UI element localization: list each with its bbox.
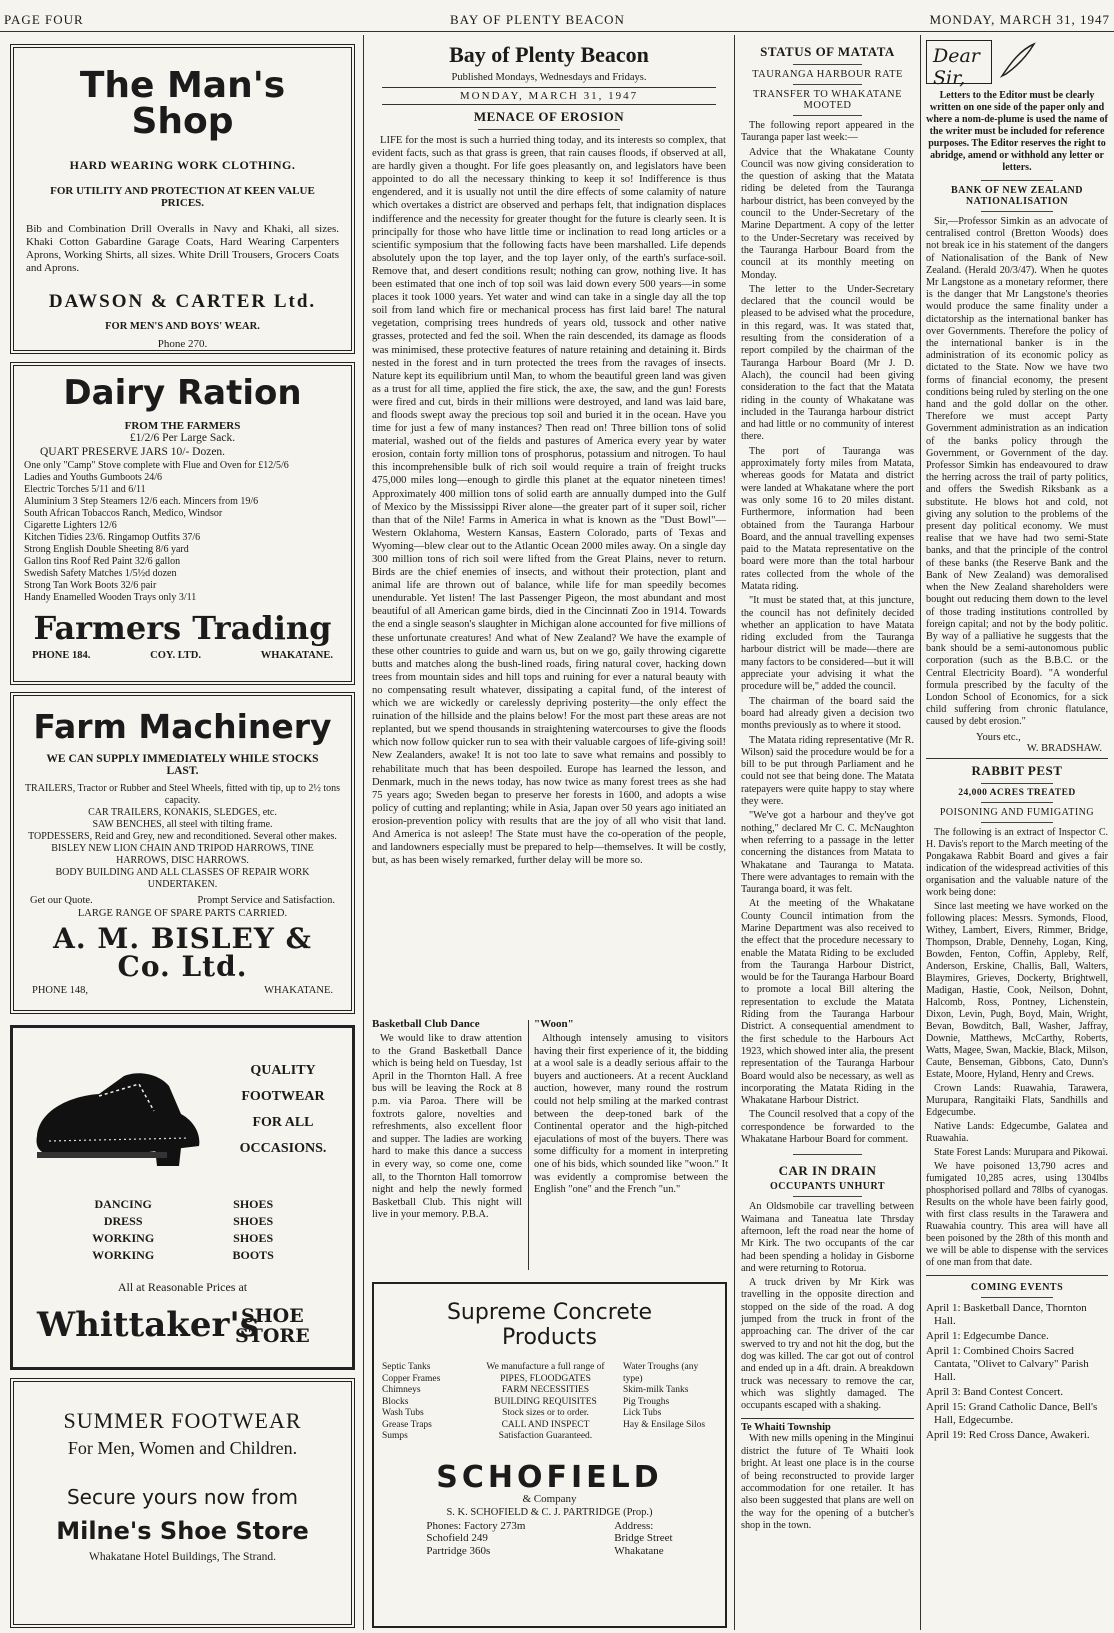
column-rule [920, 35, 921, 1630]
ad-line: Kitchen Tidies 23/6. Ringamop Outfits 37/6 [24, 532, 201, 543]
product-item: We manufacture a full range of [486, 1362, 605, 1372]
event-item: April 1: Combined Choirs Sacred Cantata, "Olivet to Calvary" Parish Hall. [926, 1344, 1089, 1383]
paragraph: "It must be stated that, at this juncture, the council has not definitely decided whether an application to have Matata riding excluded from the Tauranga harbour district will be made—there are many factors to be considered—but it will appreciate your advising it what the procedure will be," added the council. [741, 595, 914, 693]
event-item: April 15: Grand Catholic Dance, Bell's Hall, Edgecumbe. [926, 1400, 1098, 1426]
ad-line: QUALITY [250, 1063, 316, 1078]
ad-line: WORKING [92, 1248, 155, 1262]
news-column: STATUS OF MATATA TAURANGA HARBOUR RATE TRANSFER TO WHAKATANE MOOTED The following report appeared in the Tauranga paper last week:— Advice that the Whakatane County Council was now giving consideration to the question of asking that the Matata riding be deleted from the Tauranga harbour district, has been conveyed by the council to the Under-Secretary of the Marine Department. A copy of the letter to the Under-Secretary was received by the Tauranga Harbour Board from the council at its monthly meeting on Monday. The letter to the Under-Secretary declared that the council would be pleased to be advised what the procedure, in this regard, was. It was stated that, resulting from the consideration of a report compiled by the chairman of the Tauranga Harbour Board (Mr J. D. Alach), the council had been giving consideration to the fact that the Matata riding in the county of Whakatane was included in the Tauranga harbour district and had little or no community of interest there. The port of Tauranga was approximately forty miles from Matata, whereas goods for Matata and district were landed at Whakatane where the port was only some 16 to 20 miles distant. Furthermore, information had been obtained from the Tauranga Harbour Board, and the annual travelling expenses paid to the Matata representative on the board were more than the total harbour rates collected from the whole of the Matata riding. "It must be stated that, at this juncture, the council has not definitely decided whether an application to have Matata riding excluded from the Tauranga harbour district will be made—there are many factors to be considered—but it will appreciate your advising it what the procedure will be," added the council. The chairman of the board said the board had already given a decision two months previously as to where it stood. The Matata riding representative (Mr R. Wilson) said the procedure would be for a bill to be put through Parliament and he could not see that being done. The Matata ratepayers were quite happy to stay where they were. "We've got a harbour and they've got nothing," declared Mr C. C. McNaughton when referring to a passage in the letter concerning the distances from Matata to Whakatane and Tauranga to Matata. There were advantages to remain with the Tauranga board, it was felt. At the meeting of the Whakatane County Council intimation from the Marine Department was also received to the effect that the procedure necessary to enable the Matata Riding to be excluded from the Tauranga Harbour District, would be for the Tauranga Harbour Board to promote a local Bill altering the representation to exclude the Matata Riding from the Tauranga Harbour District. A consequential amendment to the first schedule to the Harbours Act 1923, which showed inter alia, the present representation of the Tauranga Harbour Board would also be necessary, as well as incorporating the Matata Riding in the Whakatane Harbour District. The Council resolved that a copy of the correspondence be forwarded to the Whakatane Harbour Board for comment. CAR IN DRAIN OCCUPANTS UNHURT An Oldsmobile car travelling between Waimana and Taneatua late Thrsday afternoon, left the road near the home of Mr Kirk. The two occupants of the car had been spending a holiday in Gisborne and were returning to Rotorua. A truck driven by Mr Kirk was travelling in the opposite direction and stopped on the side of the road. A dog jumped from the truck in front of the approaching car. The driver of the car swerved to try and not hit the dog, but the dog was killed. The car got out of control and ended up in a 4ft. drain. A breakdown truck was necessary to remove the car, which was slightly damaged. The occupants escaped with a shaking. Te Whaiti Township With new mills opening in the Minginui district the future of Te Whaiti look bright. At least one place is in the course of being reconstructed to provide larger accommodation for one retailer. It has also been suggested that plans are well on the way for the opening of a butcher's shop in the town. [741, 44, 914, 1532]
schofield-ad: Supreme Concrete Products Septic Tanks Copper Frames Chimneys Blocks Wash Tubs Grease Traps Sumps We manufacture a full range of PIPES, FLOODGATES FARM NECESSITIES BUILDING REQUISITES Stock sizes or to order. CALL AND INSPECT Satisfaction Guaranteed. Water Troughs (any type) Skim-milk Tanks Pig Troughs Lick Tubs Hay & Ensilage Silos SCHOFIELD & Company S. K. SCHOFIELD & C. J. PARTRIDGE (Prop.) Phones: Factory 273m Schofield 249 Partridge 360s Address: Bridge Street Whakatane [372, 1282, 727, 1628]
ad-line: OCCASIONS. [239, 1141, 327, 1156]
ad-line: Electric Torches 5/11 and 6/11 [24, 484, 146, 495]
product-list [486, 1362, 606, 1443]
ad-line: Gallon tins Roof Red Paint 32/6 gallon [24, 556, 181, 567]
product-item: Grease Traps [382, 1419, 432, 1430]
product-item: Wash Tubs [382, 1408, 424, 1418]
product-item: Hay & Ensilage Silos [623, 1419, 706, 1430]
page-number: PAGE FOUR [4, 12, 84, 27]
farm-items [24, 783, 341, 891]
paragraph: Native Lands: Edgecumbe, Galatea and Ruawahia. [926, 1120, 1108, 1144]
dairy-items [24, 460, 341, 604]
ad-line: Swedish Safety Matches 1/5½d dozen [24, 568, 177, 579]
car-article [741, 1201, 914, 1412]
page-header [0, 0, 1114, 32]
tewhaiti-article: With new mills opening in the Minginui district the future of Te Whaiti look bright. At least one place is in the course of being reconstructed to provide larger accommodation for one retailer. It has also been suggested that plans are well on the way for the opening of a butcher's shop in the town. [741, 1433, 914, 1532]
paragraph: The Matata riding representative (Mr R. Wilson) said the procedure would be for a bill to be put through Parliament and he could not see that being done. The Matata ratepayers were quite happy to stay where they were. [741, 734, 914, 808]
ad-line: TRAILERS, Tractor or Rubber and Steel Wheels, fitted with tip, up to 2½ tons capacity. [24, 783, 341, 806]
farm-machinery-ad: Farm Machinery WE CAN SUPPLY IMMEDIATELY WHILE STOCKS LAST. TRAILERS, Tractor or Rubber and Steel Wheels, fitted with tip, up to 2½ tons capacity. CAR TRAILERS, KONAKIS, SLEDGES, etc. SAW BENCHES, all steel with tilting frame. TOPDESSERS, Reid and Grey, new and reconditioned. Several other makes. BISLEY NEW LION CHAIN AND TRIPOD HARROWS, TINE HARROWS, DISC HARROWS. BODY BUILDING AND ALL CLASSES OF REPAIR WORK UNDERTAKEN. Get our Quote. Prompt Service and Satisfaction. LARGE RANGE OF SPARE PARTS CARRIED. A. M. BISLEY & Co. Ltd. PHONE 148, WHAKATANE. [10, 692, 355, 1014]
paragraph: An Oldsmobile car travelling between Waimana and Taneatua late Thrsday afternoon, left the road near the home of Mr Kirk. The two occupants of the car had been spending a holiday in Gisborne and were returning to Rotorua. [741, 1201, 914, 1274]
column-rule [734, 35, 735, 1630]
ad-line: BISLEY NEW LION CHAIN AND TRIPOD HARROWS, TINE HARROWS, DISC HARROWS. [51, 843, 314, 866]
product-item: Septic Tanks [382, 1362, 431, 1372]
ad-firm: Whittaker's [37, 1305, 259, 1345]
address-line: Address: [614, 1519, 654, 1532]
letter-body: Sir,—Professor Simkin as an advocate of centralised control (Bretton Woods) does not break ice in his statement of the dangers of Nationalisation of the Bank of New Zealand. (Herald 20/3/47). When he quotes Mr Langstone as a monetary reformer, there is the danger that Mr Langstone's theories would produce the same finality under a dictatorship as the international banker has over Governments. Therefore the policy of the international banker is in the administration of its economic policy as dictated to the State. Now we have two forms of financial economy, the present conditions being ruled by sterling on the one hand and the gold dollar on the other. Therefore we must accept Party Government administration as an indication of the banks policy through the Government, or Government of the day. Professor Simkin has endeavoured to draw the herring across the trail of party politics, and offers the Swedish Riksbank as a substitute. He blows hot and cold, not giving any solution to the problems of the present day political economy. We must realise that we have had two semi-State banks, and that the principle of the control of these banks (the Reserve Bank and the Bank of New Zealand) was demoralised when the New Zealand shareholders were bought out reducing them down to the level of those trading institutions controlled by foreign capital; and not by the body politic. By way of a palliative he suggests that the bank should be a semi-autonomous public corporation (such as the B.B.C. or the Central Electricity Board). "A wonderful formula prescribed by the faculty of the London School of Economics, for a sick child suffering from chronic flatulance, caused by debt erosion." [926, 216, 1108, 728]
product-item: BUILDING REQUISITES [494, 1396, 597, 1407]
ad-line: BODY BUILDING AND ALL CLASSES OF REPAIR WORK UNDERTAKEN. [55, 867, 310, 890]
product-item: FARM NECESSITIES [501, 1385, 590, 1395]
product-item: Water Troughs (any type) [623, 1362, 699, 1384]
paragraph: The chairman of the board said the board had already given a decision two months previously as to where it stood. [741, 695, 914, 732]
ad-firm: SCHOFIELD [436, 1459, 663, 1495]
ad-line: SHOES [233, 1197, 274, 1211]
ad-line: DANCING [94, 1197, 152, 1211]
letter-signature: W. BRADSHAW. [1026, 742, 1102, 754]
woon-article: "Woon" Although intensely amusing to visitors having their first experience of it, the bidding at a wool sale is a deadly serious affair to the buyers and auctioneers. At a recent Auckland auction, however, many round the rostrum could not help smiling at the marked contrast between the deep-toned bark of the Continental operator and the high-pitched ejaculations of most of the buyers. There was some difficulty for a moment in interpreting one of his bids, which sounded like "woon." It was evidently a compromise between the English "one" and the French "un." [534, 1018, 728, 1196]
event-item: April 1: Basketball Dance, Thornton Hall. [926, 1301, 1087, 1327]
masthead: Bay of Plenty Beacon [449, 42, 649, 67]
ad-line: Strong English Double Sheeting 8/6 yard [24, 544, 189, 555]
shoe-icon [29, 1056, 209, 1176]
ad-line: CAR TRAILERS, KONAKIS, SLEDGES, etc. [88, 807, 277, 818]
header-date: MONDAY, MARCH 31, 1947 [929, 12, 1110, 27]
event-item: April 19: Red Cross Dance, Awakeri. [926, 1428, 1090, 1441]
ad-title: The Man's Shop [79, 65, 286, 142]
shoe-kinds [232, 1196, 273, 1264]
dear-sir-logo: Dear Sir, [926, 40, 992, 84]
product-item: Copper Frames [382, 1373, 441, 1384]
phone-line: Schofield 249 [426, 1532, 488, 1544]
event-item: April 3: Band Contest Concert. [926, 1385, 1064, 1398]
product-item: Lick Tubs [623, 1408, 662, 1418]
ad-line: TOPDESSERS, Reid and Grey, new and reconditioned. Several other makes. [28, 831, 337, 842]
phone-line: Partridge 360s [426, 1544, 491, 1557]
ad-line: SAW BENCHES, all steel with tilting frame. [92, 819, 273, 830]
product-item: Blocks [382, 1396, 409, 1407]
product-item: Chimneys [382, 1385, 421, 1395]
coming-events-list [926, 1302, 1108, 1442]
editorial-title: MENACE OF EROSION [473, 109, 625, 124]
event-item: April 1: Edgecumbe Dance. [926, 1329, 1049, 1342]
ad-line: Cigarette Lighters 12/6 [24, 520, 117, 531]
ad-line: WORKING [92, 1231, 155, 1245]
ad-title: Farm Machinery [33, 707, 332, 746]
product-list [382, 1362, 468, 1443]
ad-line: Aluminium 3 Step Steamers 12/6 each. Mincers from 19/6 [24, 496, 259, 507]
whittakers-shoe-ad: QUALITY FOOTWEAR FOR ALL OCCASIONS. DANCING DRESS WORKING WORKING SHOES SHOES SHOES BOOTS All at Reasonable Prices at Whittaker's SHOE STORE [10, 1025, 355, 1370]
paragraph: We have poisoned 13,790 acres and fumigated 10,285 acres, using 1304lbs phosphorised pollard and 78lbs of cyanogas. Results on the whole have been fairly good, with first class results in the Tarawera and Ruawahia country. This area will have all been poisoned by the 28th of this month and we will be able to dispense with the services of one man from that date. [926, 1160, 1108, 1268]
product-item: Skim-milk Tanks [623, 1385, 689, 1395]
product-item: Pig Troughs [623, 1396, 670, 1407]
ad-title: Dairy Ration [63, 373, 302, 413]
quill-icon [998, 40, 1038, 80]
ad-line: Handy Enamelled Wooden Trays only 3/11 [24, 592, 197, 603]
ad-line: BOOTS [232, 1248, 274, 1262]
paragraph: State Forest Lands: Murupara and Pikowai. [934, 1146, 1108, 1158]
paragraph: The port of Tauranga was approximately forty miles from Matata, whereas goods for Matata and district were landed at Whakatane where the port was only some 16 to 20 miles distant. Furthermore, information had been obtained from the Tauranga Harbour Board, and the annual travelling expenses paid to the Matata representative on the board were more than the total harbour rates collected from the whole of the Matata riding. [741, 445, 914, 592]
rabbit-article [926, 827, 1108, 1269]
paragraph: "We've got a harbour and they've got nothing," declared Mr C. C. McNaughton when referring to a passage in the letter concerning the distances from Matata to Whakatane and Tauranga to Matata. There were advantages to remain with the Tauranga board, it was felt. [741, 810, 914, 896]
ad-line: SHOES [233, 1231, 274, 1245]
dairy-ration-ad: Dairy Ration FROM THE FARMERS £1/2/6 Per Large Sack. QUART PRESERVE JARS 10/- Dozen. One only "Camp" Stove complete with Flue and Oven for £12/5/6 Ladies and Youths Gumboots 24/6 Electric Torches 5/11 and 6/11 Aluminium 3 Step Steamers 12/6 each. Mincers from 19/6 South African Tobaccos Ranch, Medico, Windsor Cigarette Lighters 12/6 Kitchen Tidies 23/6. Ringamop Outfits 37/6 Strong English Double Sheeting 8/6 yard Gallon tins Roof Red Paint 32/6 gallon Swedish Safety Matches 1/5½d dozen Strong Tan Work Boots 32/6 pair Handy Enamelled Wooden Trays only 3/11 Farmers Trading PHONE 184. COY. LTD. WHAKATANE. [10, 362, 355, 685]
paragraph: The following is an extract of Inspector C. H. Davis's report to the March meeting of the Pongakawa Rabbit Board and gives a fair indication of the widespread activities of this organisation and the valuable nature of the work being done: [926, 826, 1108, 898]
ad-firm: Farmers Trading [33, 609, 332, 647]
ad-line: Strong Tan Work Boots 32/6 pair [24, 580, 157, 591]
ad-line: One only "Camp" Stove complete with Flue and Oven for £12/5/6 [24, 460, 289, 471]
ad-line: DRESS [103, 1214, 143, 1228]
paragraph: The Council resolved that a copy of the correspondence be forwarded to the Whakatane Harbour Board for comment. [741, 1109, 914, 1146]
product-item: Satisfaction Guaranteed. [498, 1431, 593, 1441]
milnes-shoe-ad: SUMMER FOOTWEAR For Men, Women and Children. Secure yours now from Milne's Shoe Store Whakatane Hotel Buildings, The Strand. [10, 1378, 355, 1628]
address-line: Whakatane [614, 1544, 664, 1557]
shoe-types [92, 1196, 154, 1264]
product-list [623, 1362, 717, 1443]
product-item: Stock sizes or to order. [502, 1408, 589, 1418]
editorial-column: Bay of Plenty Beacon Published Mondays, Wednesdays and Fridays. MONDAY, MARCH 31, 1947 MENACE OF EROSION LIFE for the most is such a hurried thing today, and its interests so complex, that evident facts, such as that grass is green, that rain causes floods, if observed at all, are hardly given a thought. For life goes pleasantly on, and legislators have been appointed to do all the necessary thinking to keep it so! Indifference is thus engendered, and it is usually not until the dire effects of some calamity of nature which overtakes a district are observed and perhaps felt, that indignation displaces indifference and the necessity for greater thought for the future is clearly seen. It is principally for those who have little time or inclination to read long articles or a scientific symposium that the following facts have been marshalled. Life depends absolutely upon the top layer, and the top layer only, of the earth's surface-soil. Remove that, and desert conditions result; nothing can grow, nothing live. It has been estimated that one inch of top soil was laid down every 500 years—in some places it took 1000 years. Yet water and wind can take in a single day all the top soil from land which fire or mechanical process has first laid bare! The natural vegetation, comprising trees hundreds of years old, tussock and other native grasses, protected and fed the soil. When the rain descended, its damage as floods was minimised, these protective features of nature retaining and detaining it. Birds nested in the forest and in turn protected the trees from the ravages of insects. Nature kept its equilibrium until Man, to whom the beautiful green land was given as a trust for all time, applied the fire stick, the axe, the saw, and the gun! Forests were fired and cut, birds in their millions were destroyed, and land was laid bare, and floods swept away the precious top soil and buried it in the ocean. Have you time for just a few of many instances? Then read on! Three billion tons of solid material, washed out of the fields and pastures of America every year by water erosion, contain forty million tons of prosphorus, potassium and nitrogen. To haul this incomprehensible bulk of rich soil would require a train of freight trucks 475,000 miles long—enough to girdle this planet at the equator nineteen times! Approximately 400 million tons of solid earth are annually dumped into the Gulf of Mexico by the Mississippi River alone—the greater part of it super soil, richer than that of the Nile! Farms in America in what is known as the "Dust Bowl"—Western Oklahoma, Western Kansas, Eastern Colorado, parts of Texas and Wyoming—blew clear out to the Atlantic Ocean 2000 miles away. On a single day 300 million tons of rich soil were lifted from the Great Plains, never to return. Birds are the chief enemies of insects, and without their protection, plant and animal life are thrown out of balance, while life for man speedily becomes unendurable. Yet listen! The last Passenger Pigeon, the most abundant and most beautiful of all American game birds, died in the Cincinnati Zoo in 1914. Towards the end a single season's slaughter in Michigan alone accounted for five millions of these unfortunate creatures! And what of New Zealand? We have the example of these other countries to guide and warn us, but on we go, gaily throwing cigarette butts and matches along the bush-lined roads, firing natural cover, hacking down trees from mountain sides and hill tops and ruining for ever a natural beauty with no compensating result whatever, dissipating a capital fund, of the interest of which we are wickedly or carelessly depriving posterity—the only effect the ruination of the hillside and the plains below! For the most part these areas are not replanted, but we spend thousands in straightening watercourses to give the floods which now follow quicker run to sea with their valuable cargoes of life-giving soil! New Zealanders, awake! It is not too late to save what remains and possibly to rehabilitate much that has been despoiled. Europe has learned the lesson, and Denmark, much in the news today, has now twice as many forest trees as she had 75 years ago; Sweden began to preserve her forests in 1600, and adopts a wise policy of cutting and replanting; while in Asia, Japan over 50 years ago initiated an erosion-prevention policy with results that are the joy of all who visit that land. And America is not asleep! The State must have the co-operation of the people, and landowners especially must be prepared to help—themselves. It will be costly, but, as has been wisely remarked, further delay will be more so. [372, 42, 726, 867]
paragraph: The letter to the Under-Secretary declared that the council would be pleased to be advised what the procedure, in this regard, was. It was stated that, resulting from the consideration of a report compiled by the chairman of the Tauranga Harbour Board (Mr J. D. Alach), the council had been giving consideration to the fact that the Matata riding in the county of Whakatane was included in the Tauranga harbour district and had little or no community of interest there. [741, 283, 914, 443]
column-rule [363, 35, 364, 1630]
paragraph: The following report appeared in the Tauranga paper last week:— [741, 120, 914, 144]
ad-line: South African Tobaccos Ranch, Medico, Windsor [24, 508, 223, 519]
address-line: Bridge Street [614, 1532, 673, 1544]
ad-line: Ladies and Youths Gumboots 24/6 [24, 472, 163, 483]
paragraph: Crown Lands: Ruawahia, Tarawera, Murupara, Rangitaiki Flats, Sandhills and Edgecumbe. [926, 1082, 1108, 1118]
editorial-body: LIFE for the most is such a hurried thing today, and its interests so complex, that evident facts, such as that grass is green, that rain causes floods, if observed at all, are hardly given a thought. For life goes pleasantly on, and legislators have been appointed to do all the necessary thinking to keep it so! Indifference is thus engendered, and it is usually not until the dire effects of some calamity of nature which overtakes a district are observed and perhaps felt, that indignation displaces indifference and the necessity for greater thought for the future is clearly seen. It is principally for those who have little time or inclination to read long articles or a scientific symposium that the following facts have been marshalled. Life depends absolutely upon the top layer, and the top layer only, of the earth's surface-soil. Remove that, and desert conditions result; nothing can grow, nothing live. It has been estimated that one inch of top soil was laid down every 500 years—in some places it took 1000 years. Yet water and wind can take in a single day all the top soil from land which fire or mechanical process has first laid bare! The natural vegetation, comprising trees hundreds of years old, tussock and other native grasses, protected and fed the soil. When the rain descended, its damage as floods was minimised, these protective features of nature retaining and detaining it. Birds nested in the forest and in turn protected the trees from the ravages of insects. Nature kept its equilibrium until Man, to whom the beautiful green land was given as a trust for all time, applied the fire stick, the axe, the saw, and the gun! Forests were fired and cut, birds in their millions were destroyed, and land was laid bare, and floods swept away the precious top soil and buried it in the ocean. Have you time for just a few of many instances? Then read on! Three billion tons of solid material, washed out of the fields and pastures of America every year by water erosion, contain forty million tons of prosphorus, potassium and nitrogen. To haul this incomprehensible bulk of rich soil would require a train of freight trucks 475,000 miles long—enough to girdle this planet at the equator nineteen times! Approximately 400 million tons of solid earth are annually dumped into the Gulf of Mexico by the Mississippi River alone—the greater part of it super soil, richer than that of the Nile! Farms in America in what is known as the "Dust Bowl"—Western Oklahoma, Western Kansas, Eastern Colorado, parts of Texas and Wyoming—blew clear out to the Atlantic Ocean 2000 miles away. On a single day 300 million tons of rich soil were lifted from the Great Plains, never to return. Birds are the chief enemies of insects, and without their protection, plant and animal life are thrown out of balance, while life for man speedily becomes unendurable. Yet listen! The last Passenger Pigeon, the most abundant and most beautiful of all American game birds, died in the Cincinnati Zoo in 1914. Towards the end a single season's slaughter in Michigan alone accounted for five millions of these unfortunate creatures! And what of New Zealand? We have the example of these other countries to guide and warn us, but on we go, gaily throwing cigarette butts and matches along the bush-lined roads, firing natural cover, hacking down trees from mountain sides and hill tops and ruining for ever a natural beauty with no compensating result whatever, dissipating a capital fund, of the interest of which we are wickedly or carelessly depriving posterity—the only effect the ruination of the hillside and the plains below! For the most part these areas are not replanted, but we spend thousands in straightening watercourses to give the floods which now follow quicker run to sea with their valuable cargoes of life-giving soil! New Zealanders, awake! It is not too late to save what remains and possibly to rehabilitate much that has been despoiled. Europe has learned the lesson, and Denmark, much in the news today, has now twice as many forest trees as she had 75 years ago; Sweden began to preserve her forests in 1600, and adopts a wise policy of cutting and replanting; while in Asia, Japan over 50 years ago initiated an erosion-prevention policy with results that are the joy of all who visit that land. And America is not asleep! The State must have the co-operation of the people, and landowners especially must be prepared to help—themselves. It will be costly, but, as has been wisely remarked, further delay will be more so. [372, 135, 726, 867]
product-item: PIPES, FLOODGATES [500, 1373, 591, 1384]
phone-line: Phones: Factory 273m [426, 1519, 526, 1532]
letters-column: Dear Sir, Letters to the Editor must be clearly written on one side of the paper only and where a nom-de-plume is used the name of the writer must be included for reference purposes. The Editor reserves the right to abridge, amend or withhold any letter or letters. BANK OF NEW ZEALAND NATIONALISATION Sir,—Professor Simkin as an advocate of centralised control (Bretton Woods) does not break ice in his statement of the dangers of Nationalisation of the Bank of New Zealand. (Herald 20/3/47). When he quotes Mr Langstone as a monetary reformer, there is the danger that Mr Langstone's theories would produce the same finality under a dictatorship as the international banker has over Governments. Therefore the policy of the international banker is in the administration of its economic policy as dictated to the State. Now we have two forms of financial economy, the present conditions being ruled by sterling on the one hand and the gold dollar on the other. Therefore we must accept Party Government administration as an indication of the banks policy through the Government, or Government of the day. Professor Simkin has endeavoured to draw the herring across the trail of party politics, and offers the Swedish Riksbank as a substitute. He blows hot and cold, not giving any solution to the problems of the present day political economy. We must realise that we have had two semi-State banks, and that the principle of the control of these banks (the Reserve Bank and the Bank of New Zealand) was demoralised when the New Zealand shareholders were bought out reducing them down to the level of those trading institutions controlled by foreign capital; and not by the body politic. By way of a palliative he suggests that the bank should be a semi-autonomous public corporation (such as the B.B.C. or the Central Electricity Board). "A wonderful formula prescribed by the faculty of the London School of Economics, for a sick child suffering from chronic flatulance, caused by debt erosion." Yours etc., W. BRADSHAW. RABBIT PEST 24,000 ACRES TREATED POISONING AND FUMIGATING The following is an extract of Inspector C. H. Davis's report to the March meeting of the Pongakawa Rabbit Board and gives a fair indication of the widespread activities of this organisation and the valuable nature of the work being done: Since last meeting we have worked on the following places: Messrs. Symonds, Flood, Withey, Lambert, Eivers, Rimmer, Bridge, Thompson, Drable, Dennehy, Logan, King, Bowden, Fenton, Coffin, Appleby, Relf, Anderson, Erskine, Challis, Ball, Walters, Blaymires, Grieves, Dockerty, Brightwell, Madigan, Hastie, Cook, Neilson, Dohnt, Halcomb, Ross, Pontney, Lichenstein, Dixon, Levin, Pugh, Boyd, Main, Wright, Bevan, Bowditch, Ball, Washer, Jaffray, Downie, Matthews, McCarthy, Roberts, Watts, Magee, Swan, Mackie, Black, Milson, Caute, Benseman, Gibbons, Cato, Dunn's Estate, Moore, Hyland, Henry and Crews. Crown Lands: Ruawahia, Tarawera, Murupara, Rangitaiki Flats, Sandhills and Edgecumbe. Native Lands: Edgecumbe, Galatea and Ruawahia. State Forest Lands: Murupara and Pikowai. We have poisoned 13,790 acres and fumigated 10,285 acres, using 1304lbs phosphorised pollard and 78lbs of cyanogas. Results on the whole have been fairly good, with first class results in the Tarawera and Ruawahia country. This area will have all been poisoned by the 28th of this month and we will be able to dispense with the services of one man from that date. COMING EVENTS April 1: Basketball Dance, Thornton Hall. April 1: Edgecumbe Dance. April 1: Combined Choirs Sacred Cantata, "Olivet to Calvary" Parish Hall. April 3: Band Contest Concert. April 15: Grand Catholic Dance, Bell's Hall, Edgecumbe. April 19: Red Cross Dance, Awakeri. [926, 40, 1108, 1630]
mans-shop-ad: The Man's Shop HARD WEARING WORK CLOTHING. FOR UTILITY AND PROTECTION AT KEEN VALUE PRICES. Bib and Combination Drill Overalls in Navy and Khaki, all sizes. Khaki Cotton Gabardine Garage Coats, Hard Wearing Carpenters Aprons, Working Shirts, all sizes. White Drill Trousers, Grocers Coats and Aprons. DAWSON & CARTER Ltd. FOR MEN'S AND BOYS' WEAR. Phone 270. [10, 44, 355, 354]
ad-firm: Milne's Shoe Store [56, 1517, 309, 1545]
product-item: Sumps [382, 1431, 408, 1441]
paragraph: Advice that the Whakatane County Council was now giving consideration to the question of asking that the Matata riding be deleted from the Tauranga harbour district, has been conveyed by the council to the Under-Secretary of the Marine Department. A copy of the letter to the Under-Secretary was received by the Tauranga Harbour Board from the council at its monthly meeting on Monday. [741, 146, 914, 281]
quality-text [218, 1058, 348, 1162]
ad-line: FOR ALL [252, 1115, 314, 1130]
paragraph: A truck driven by Mr Kirk was travelling in the opposite direction and stopped on the side of the road. A dog jumped from the truck in front of the approaching car. The driver of the car swerved to try and not hit the dog, but the dog was killed. The car got out of control and ended up in a 4ft. drain. A breakdown truck was necessary to remove the car, which was slightly damaged. The occupants escaped with a shaking. [741, 1277, 914, 1412]
basketball-article: Basketball Club Dance We would like to draw attention to the Grand Basketball Dance which is being held on Tuesday, 1st April in the Thornton Hall. A free bus will be leaving the Rock at 8 p.m. via Paroa. There will be foxtrots galore, novelties and refreshments, also excellent floor and supper. The ladies are working hard to make this dance a success in every way, so come one, come all, to the Thornton Hall tomorrow night and help the newly formed Basketball Club. This night will live in your memory. P.B.A. [372, 1018, 522, 1221]
ad-firm: DAWSON & CARTER Ltd. [48, 291, 317, 312]
ad-line: SHOES [233, 1214, 274, 1228]
paragraph: At the meeting of the Whakatane County Council intimation from the Marine Department was also received to the effect that the procedure necessary to enable the Matata Riding to be excluded from the Tauranga Harbour District, would be for the Tauranga Harbour Board to promote a local Bill altering the representation to exclude the Matata Riding from the Tauranga Harbour District. A consequential amendment to the first schedule to the Harbours Act 1923, which showed inter alia, the present representation of the Tauranga Harbour Board would also be necessary, as well as incorporating the Matata Riding in the Whakatane Harbour District. [741, 898, 914, 1107]
paragraph: Since last meeting we have worked on the following places: Messrs. Symonds, Flood, Withey, Lambert, Eivers, Rimmer, Bridge, Thompson, Drable, Dennehy, Logan, King, Bowden, Fenton, Coffin, Appleby, Relf, Anderson, Erskine, Challis, Ball, Walters, Blaymires, Grieves, Dockerty, Brightwell, Madigan, Hastie, Cook, Neilson, Dohnt, Halcomb, Ross, Pontney, Lichenstein, Dixon, Levin, Pugh, Boyd, Main, Wright, Bevan, Bowditch, Ball, Washer, Jaffray, Downie, Matthews, McCarthy, Roberts, Watts, Magee, Swan, Mackie, Black, Milson, Caute, Benseman, Gibbons, Cato, Dunn's Estate, Moore, Hyland, Henry and Crews. [926, 900, 1108, 1080]
product-item: CALL AND INSPECT [501, 1419, 590, 1430]
ad-line: FOOTWEAR [241, 1089, 325, 1104]
paper-name: BAY OF PLENTY BEACON [450, 12, 625, 27]
matata-article [741, 120, 914, 1146]
ad-firm: A. M. BISLEY & Co. Ltd. [53, 922, 312, 983]
